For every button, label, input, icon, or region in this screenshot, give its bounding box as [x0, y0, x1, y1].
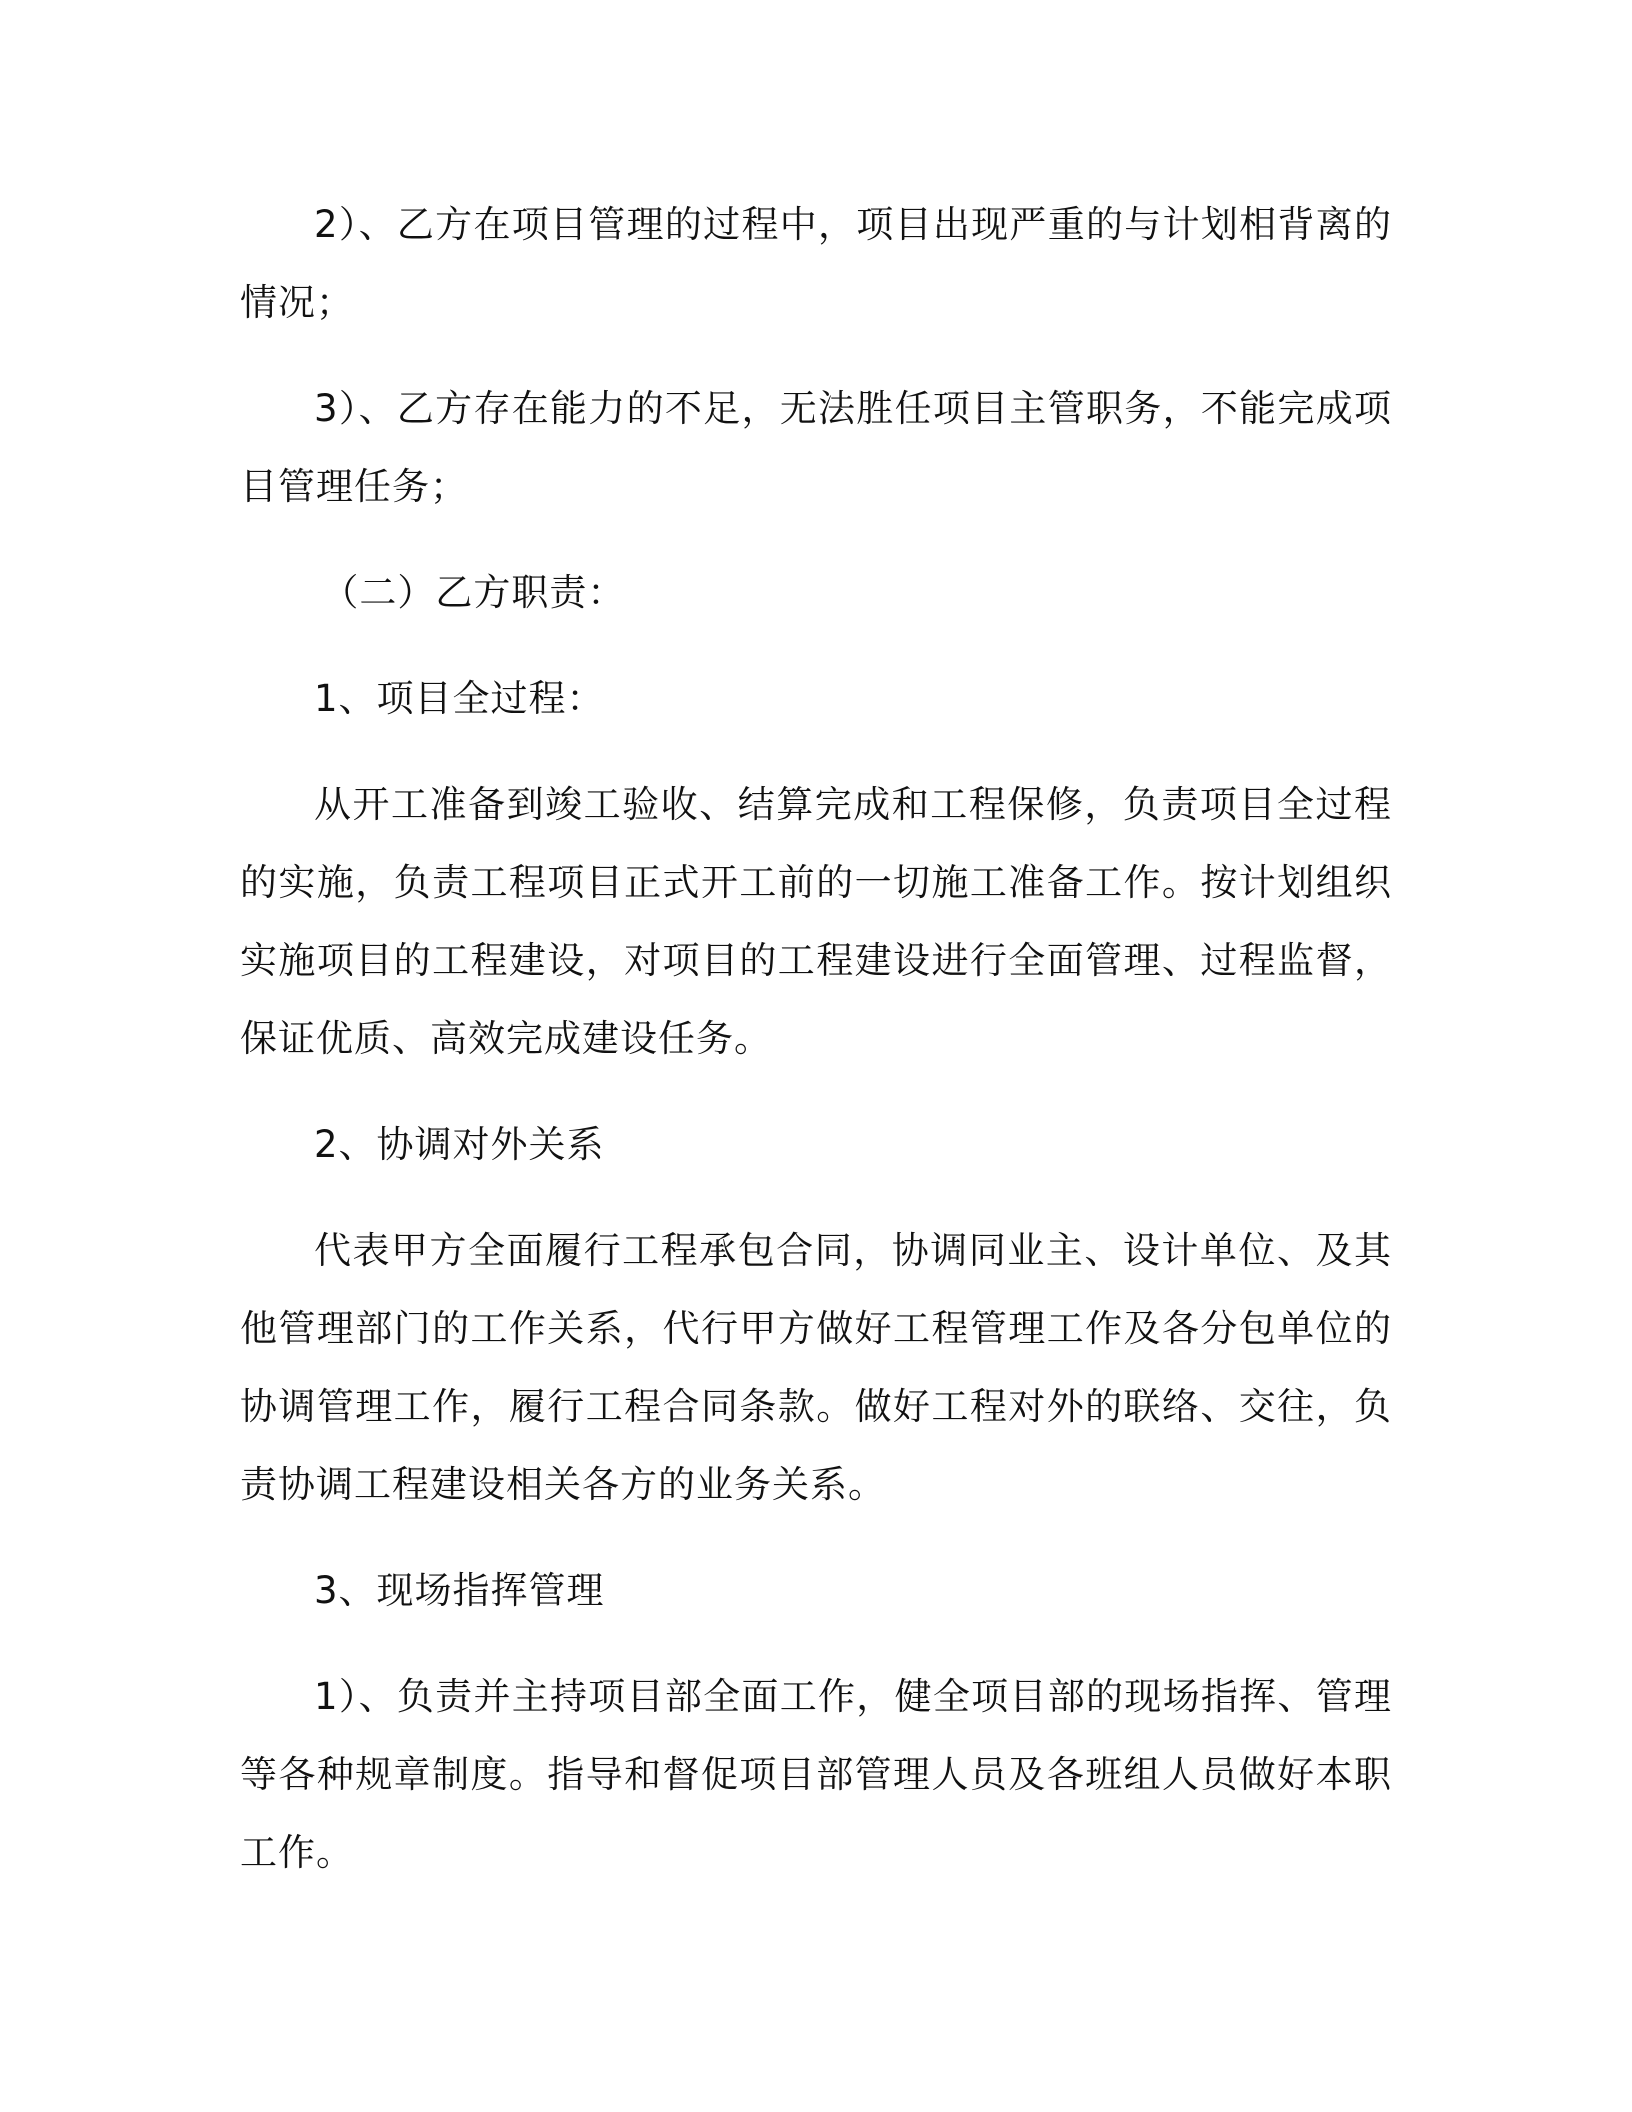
paragraph-full-process: 从开工准备到竣工验收、结算完成和工程保修，负责项目全过程的实施，负责工程项目正式开工前的一切施工准备工作。按计划组织实施项目的工程建设，对项目的工程建设进行全面管理、过程监督，保证优质、高效完成建设任务。 — [240, 783, 1392, 1060]
heading-site-command: 3、现场指挥管理 — [314, 1569, 605, 1612]
heading-full-process: 1、项目全过程： — [314, 677, 605, 720]
paragraph-external-relations: 代表甲方全面履行工程承包合同，协调同业主、设计单位、及其他管理部门的工作关系，代行甲方做好工程管理工作及各分包单位的协调管理工作，履行工程合同条款。做好工程对外的联络、交往，负责协调工程建设相关各方的业务关系。 — [240, 1229, 1392, 1506]
section-heading-responsibilities: （二）乙方职责： — [321, 571, 626, 614]
spacer — [240, 342, 1392, 370]
paragraph-site-command: 1）、负责并主持项目部全面工作，健全项目部的现场指挥、管理等各种规章制度。指导和督促项目部管理人员及各班组人员做好本职工作。 — [240, 1675, 1392, 1874]
spacer — [240, 738, 1392, 766]
list-item-2: 2）、乙方在项目管理的过程中，项目出现严重的与计划相背离的情况； — [240, 203, 1392, 324]
spacer — [240, 1184, 1392, 1212]
spacer — [240, 632, 1392, 660]
heading-external-relations: 2、协调对外关系 — [314, 1123, 605, 1166]
spacer — [240, 1630, 1392, 1658]
spacer — [240, 1078, 1392, 1106]
spacer — [240, 526, 1392, 554]
list-item-3: 3）、乙方存在能力的不足，无法胜任项目主管职务，不能完成项目管理任务； — [240, 387, 1392, 508]
document-page — [240, 186, 1392, 1892]
spacer — [240, 1524, 1392, 1552]
